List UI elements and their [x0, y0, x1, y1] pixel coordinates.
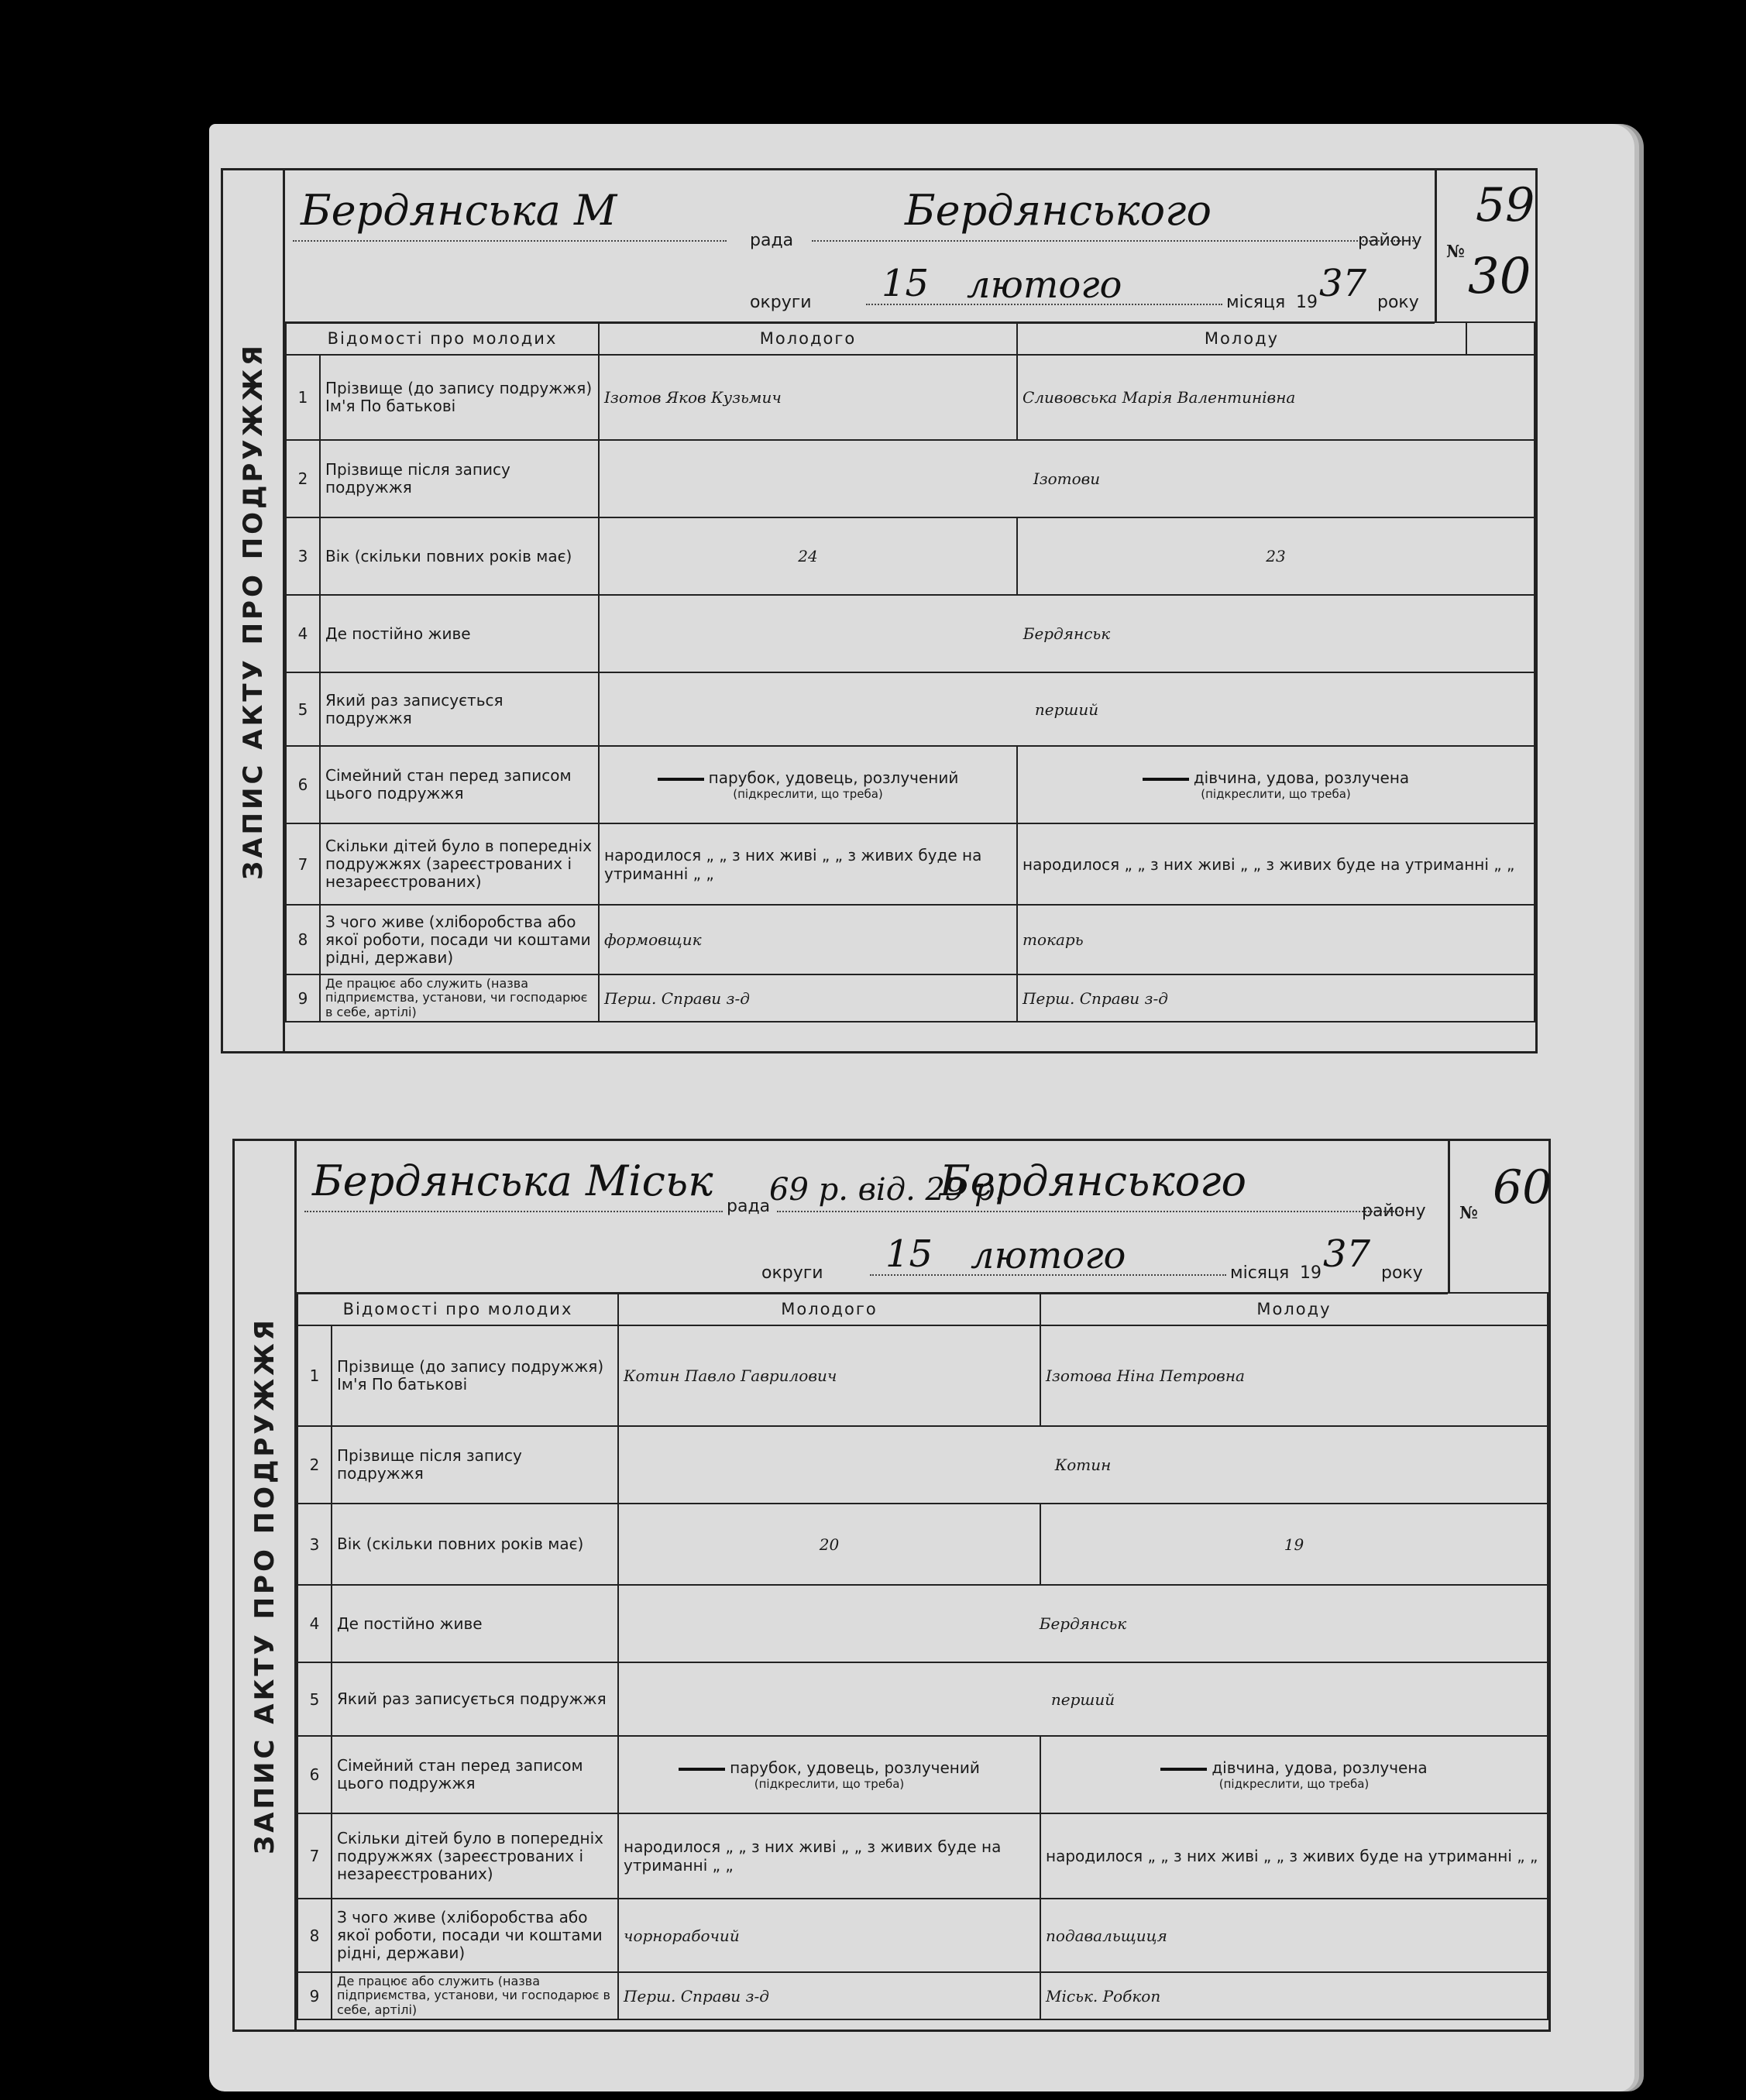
row-number: 2: [297, 1426, 332, 1504]
row-question: Вік (скільки повних років має): [320, 517, 599, 595]
row-number: 1: [297, 1325, 332, 1426]
record-table: [285, 321, 1535, 1023]
bride-occupation: токарь: [1017, 905, 1535, 974]
row-number: 4: [297, 1585, 332, 1662]
row-question: Скільки дітей було в попередніх подружжях (зареєстрованих і незареєстрованих): [320, 823, 599, 905]
row-number: 3: [286, 517, 320, 595]
row-question: Який раз записується подружжя: [332, 1662, 618, 1736]
district-label: району: [1362, 1201, 1426, 1221]
side-title: ЗАПИС АКТУ ПРО ПОДРУЖЖЯ: [235, 1141, 297, 2030]
row-number: 5: [297, 1662, 332, 1736]
groom-age: 24: [599, 517, 1017, 595]
bride-age: 23: [1017, 517, 1535, 595]
col-groom: Молодого: [599, 322, 1017, 355]
row-question: З чого живе (хліборобства або якої роботи, посади чи коштами рідні, держави): [332, 1899, 618, 1972]
groom-occupation: формовщик: [599, 905, 1017, 974]
row-number: 6: [286, 746, 320, 823]
residence: Бердянськ: [618, 1585, 1548, 1662]
month: лютого: [971, 1234, 1126, 1277]
row-number: 9: [297, 1972, 332, 2019]
groom-name: Котин Павло Гаврилович: [618, 1325, 1040, 1426]
month-label: місяця: [1230, 1263, 1290, 1283]
year-prefix: 19: [1300, 1263, 1322, 1283]
district-name: Бердянського: [940, 1157, 1246, 1205]
okrug-label: округи: [761, 1263, 823, 1283]
district-name: Бердянського: [905, 186, 1212, 235]
groom-marital-status: парубок, удовець, розлучений (підкреслити, що треба): [599, 746, 1017, 823]
col-groom: Молодого: [618, 1293, 1040, 1325]
record-number-cell: [1435, 170, 1535, 321]
row-question: Де постійно живе: [320, 595, 599, 672]
row-question: З чого живе (хліборобства або якої роботи, посади чи коштами рідні, держави): [320, 905, 599, 974]
council-label: рада: [750, 231, 794, 250]
row-question: Де працює або служить (назва підприємства, установи, чи господарює в себе, артілі): [320, 974, 599, 1022]
marriage-record-59: [221, 168, 1538, 1053]
bride-workplace: Перш. Справи з-д: [1017, 974, 1535, 1022]
groom-age: 20: [618, 1504, 1040, 1585]
number-label: №: [1446, 242, 1465, 262]
okrug-label: округи: [750, 293, 812, 312]
groom-occupation: чорнорабочий: [618, 1899, 1040, 1972]
row-number: 8: [286, 905, 320, 974]
col-info: Відомості про молодих: [286, 322, 599, 355]
day: 15: [885, 1232, 933, 1276]
record-number-cell: [1448, 1141, 1552, 1292]
year: 37: [1323, 1232, 1371, 1276]
surname-after: Котин: [618, 1426, 1548, 1504]
col-bride: Молоду: [1040, 1293, 1548, 1325]
row-number: 7: [286, 823, 320, 905]
marriage-count: перший: [618, 1662, 1548, 1736]
bride-age: 19: [1040, 1504, 1548, 1585]
council-label: рада: [727, 1197, 771, 1216]
row-number: 1: [286, 355, 320, 440]
row-number: 3: [297, 1504, 332, 1585]
number-label: №: [1459, 1203, 1478, 1223]
row-question: Прізвище (до запису подружжя) Ім'я По батькові: [320, 355, 599, 440]
row-question: Прізвище після запису подружжя: [332, 1426, 618, 1504]
record-number-2: 30: [1468, 248, 1531, 305]
row-question: Вік (скільки повних років має): [332, 1504, 618, 1585]
marriage-count: перший: [599, 672, 1535, 746]
groom-workplace: Перш. Справи з-д: [618, 1972, 1040, 2019]
record-table: [297, 1292, 1548, 2020]
month-label: місяця: [1226, 293, 1286, 312]
row-number: 9: [286, 974, 320, 1022]
row-question: Сімейний стан перед записом цього подружжя: [320, 746, 599, 823]
month: лютого: [967, 263, 1122, 307]
row-question: Прізвище після запису подружжя: [320, 440, 599, 517]
row-number: 8: [297, 1899, 332, 1972]
district-label: району: [1358, 231, 1422, 250]
day: 15: [882, 262, 930, 305]
groom-workplace: Перш. Справи з-д: [599, 974, 1017, 1022]
council-name: Бердянська Міськ: [312, 1157, 713, 1205]
row-number: 5: [286, 672, 320, 746]
row-question: Сімейний стан перед записом цього подружжя: [332, 1736, 618, 1813]
year-label: року: [1381, 1263, 1423, 1283]
record-number: 59: [1476, 178, 1535, 232]
year: 37: [1319, 262, 1367, 305]
bride-marital-status: дівчина, удова, розлучена (підкреслити, що треба): [1017, 746, 1535, 823]
council-note: 69 р. від. 29 р.: [769, 1172, 1005, 1208]
bride-marital-status: дівчина, удова, розлучена (підкреслити, що треба): [1040, 1736, 1548, 1813]
year-label: року: [1377, 293, 1419, 312]
groom-name: Ізотов Яков Кузьмич: [599, 355, 1017, 440]
row-question: Прізвище (до запису подружжя) Ім'я По батькові: [332, 1325, 618, 1426]
row-number: 4: [286, 595, 320, 672]
groom-children: народилося „ „ з них живі „ „ з живих буде на утриманні „ „: [599, 823, 1017, 905]
bride-children: народилося „ „ з них живі „ „ з живих буде на утриманні „ „: [1040, 1813, 1548, 1899]
record-header: [285, 170, 1435, 324]
record-header: [297, 1141, 1448, 1294]
row-number: 6: [297, 1736, 332, 1813]
side-title: ЗАПИС АКТУ ПРО ПОДРУЖЖЯ: [223, 170, 285, 1051]
bride-workplace: Міськ. Робкоп: [1040, 1972, 1548, 2019]
surname-after: Ізотови: [599, 440, 1535, 517]
council-name: Бердянська М: [301, 186, 617, 235]
row-number: 7: [297, 1813, 332, 1899]
year-prefix: 19: [1296, 293, 1318, 312]
residence: Бердянськ: [599, 595, 1535, 672]
row-question: Де працює або служить (назва підприємства, установи, чи господарює в себе, артілі): [332, 1972, 618, 2019]
col-info: Відомості про молодих: [297, 1293, 618, 1325]
row-question: Скільки дітей було в попередніх подружжях (зареєстрованих і незареєстрованих): [332, 1813, 618, 1899]
bride-name: Сливовська Марія Валентинівна: [1017, 355, 1535, 440]
col-bride: Молоду: [1017, 322, 1466, 355]
record-number: 60: [1493, 1160, 1552, 1215]
bride-name: Ізотова Ніна Петровна: [1040, 1325, 1548, 1426]
marriage-record-60: [232, 1139, 1551, 2032]
bride-occupation: подавальщиця: [1040, 1899, 1548, 1972]
bride-children: народилося „ „ з них живі „ „ з живих буде на утриманні „ „: [1017, 823, 1535, 905]
groom-children: народилося „ „ з них живі „ „ з живих буде на утриманні „ „: [618, 1813, 1040, 1899]
row-number: 2: [286, 440, 320, 517]
row-question: Де постійно живе: [332, 1585, 618, 1662]
row-question: Який раз записується подружжя: [320, 672, 599, 746]
groom-marital-status: парубок, удовець, розлучений (підкреслити, що треба): [618, 1736, 1040, 1813]
